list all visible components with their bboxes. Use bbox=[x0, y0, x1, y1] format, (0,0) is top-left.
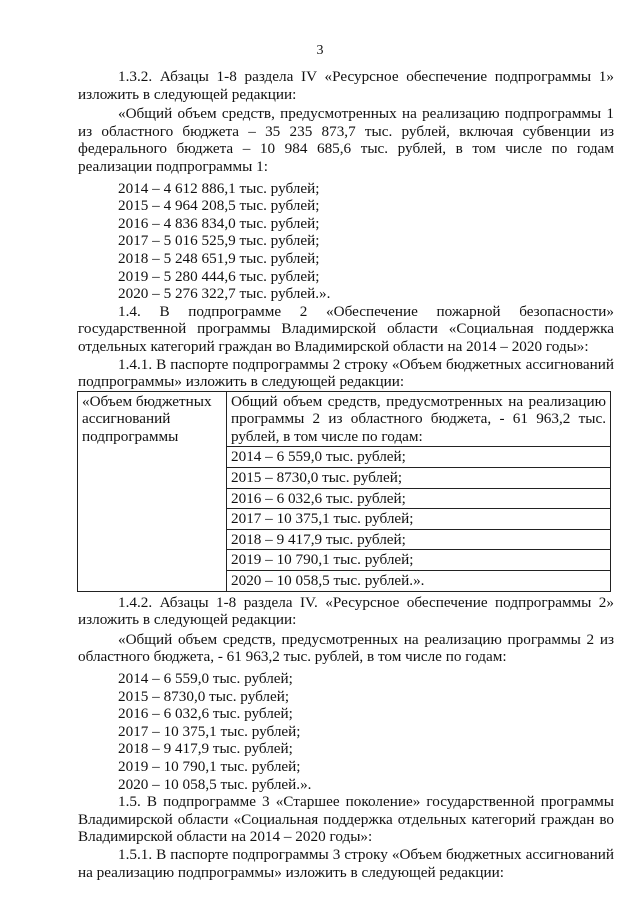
section-1-4-2-heading: 1.4.2. Абзацы 1-8 раздела IV. «Ресурсное обеспечение подпрограммы 2» изложить в следующей редакции: bbox=[78, 593, 614, 629]
section-1-4-2-quote: «Общий объем средств, предусмотренных на реализацию программы 2 из областного бюджета, - 61 963,2 тыс. рублей, в том числе по годам: bbox=[78, 630, 614, 666]
section-1-5-1: 1.5.1. В паспорте подпрограммы 3 строку «Объем бюджетных ассигнований на реализацию подпрограммы» изложить в следующей редакции: bbox=[78, 845, 614, 881]
table-row bbox=[78, 391, 611, 447]
table-year-cell: 2016 – 6 032,6 тыс. рублей; bbox=[227, 488, 611, 509]
section-1-4-1: 1.4.1. В паспорте подпрограммы 2 строку «Объем бюджетных ассигнований подпрограммы» изложить в следующей редакции: bbox=[78, 355, 614, 391]
section-1-3-2-quote: «Общий объем средств, предусмотренных на реализацию подпрограммы 1 из областного бюджета – 35 235 873,7 тыс. рублей, включая субвенции из федерального бюджета – 10 984 685,6 тыс. рублей, в том числе по годам реализации подпрограммы 1: bbox=[78, 105, 614, 175]
year-line: 2016 – 6 032,6 тыс. рублей; bbox=[118, 705, 293, 723]
table-right-main: Общий объем средств, предусмотренных на реализацию программы 2 из областного бюджета, - 61 963,2 тыс. рублей, в том числе по годам: bbox=[227, 391, 611, 447]
budget-table bbox=[77, 391, 611, 592]
year-line: 2015 – 4 964 208,5 тыс. рублей; bbox=[118, 197, 320, 215]
section-1-5: 1.5. В подпрограмме 3 «Старшее поколение» государственной программы Владимирской области «Социальная поддержка отдельных категорий граждан во Владимирской области на 2014 – 2020 годы»: bbox=[78, 793, 614, 846]
year-line: 2017 – 10 375,1 тыс. рублей; bbox=[118, 722, 301, 740]
table-year-cell: 2015 – 8730,0 тыс. рублей; bbox=[227, 468, 611, 489]
year-line: 2019 – 10 790,1 тыс. рублей; bbox=[118, 757, 301, 775]
table-year-cell: 2018 – 9 417,9 тыс. рублей; bbox=[227, 529, 611, 550]
year-line: 2020 – 10 058,5 тыс. рублей.». bbox=[118, 775, 312, 793]
document-body bbox=[78, 68, 614, 881]
year-line: 2015 – 8730,0 тыс. рублей; bbox=[118, 687, 290, 705]
table-left-cell: «Объем бюджетных ассигнований подпрограммы bbox=[78, 391, 227, 591]
year-line: 2020 – 5 276 322,7 тыс. рублей.». bbox=[118, 285, 331, 303]
page-number: 3 bbox=[316, 43, 324, 58]
section-1-4: 1.4. В подпрограмме 2 «Обеспечение пожарной безопасности» государственной программы Владимирской области «Социальная поддержка отдельных категорий граждан во Владимирской области на 2014 – 2020 годы»: bbox=[78, 302, 614, 355]
year-line: 2014 – 6 559,0 тыс. рублей; bbox=[118, 670, 293, 687]
year-line: 2018 – 9 417,9 тыс. рублей; bbox=[118, 740, 293, 758]
year-line: 2018 – 5 248 651,9 тыс. рублей; bbox=[118, 249, 320, 267]
year-line: 2016 – 4 836 834,0 тыс. рублей; bbox=[118, 214, 320, 232]
year-line: 2017 – 5 016 525,9 тыс. рублей; bbox=[118, 232, 320, 250]
section-1-3-2-heading: 1.3.2. Абзацы 1-8 раздела IV «Ресурсное обеспечение подпрограммы 1» изложить в следующей редакции: bbox=[78, 68, 614, 103]
year-line: 2019 – 5 280 444,6 тыс. рублей; bbox=[118, 267, 320, 285]
table-year-cell: 2017 – 10 375,1 тыс. рублей; bbox=[227, 509, 611, 530]
table-year-cell: 2014 – 6 559,0 тыс. рублей; bbox=[227, 447, 611, 468]
table-year-cell: 2020 – 10 058,5 тыс. рублей.». bbox=[227, 571, 611, 592]
table-year-cell: 2019 – 10 790,1 тыс. рублей; bbox=[227, 550, 611, 571]
year-line: 2014 – 4 612 886,1 тыс. рублей; bbox=[118, 179, 320, 197]
